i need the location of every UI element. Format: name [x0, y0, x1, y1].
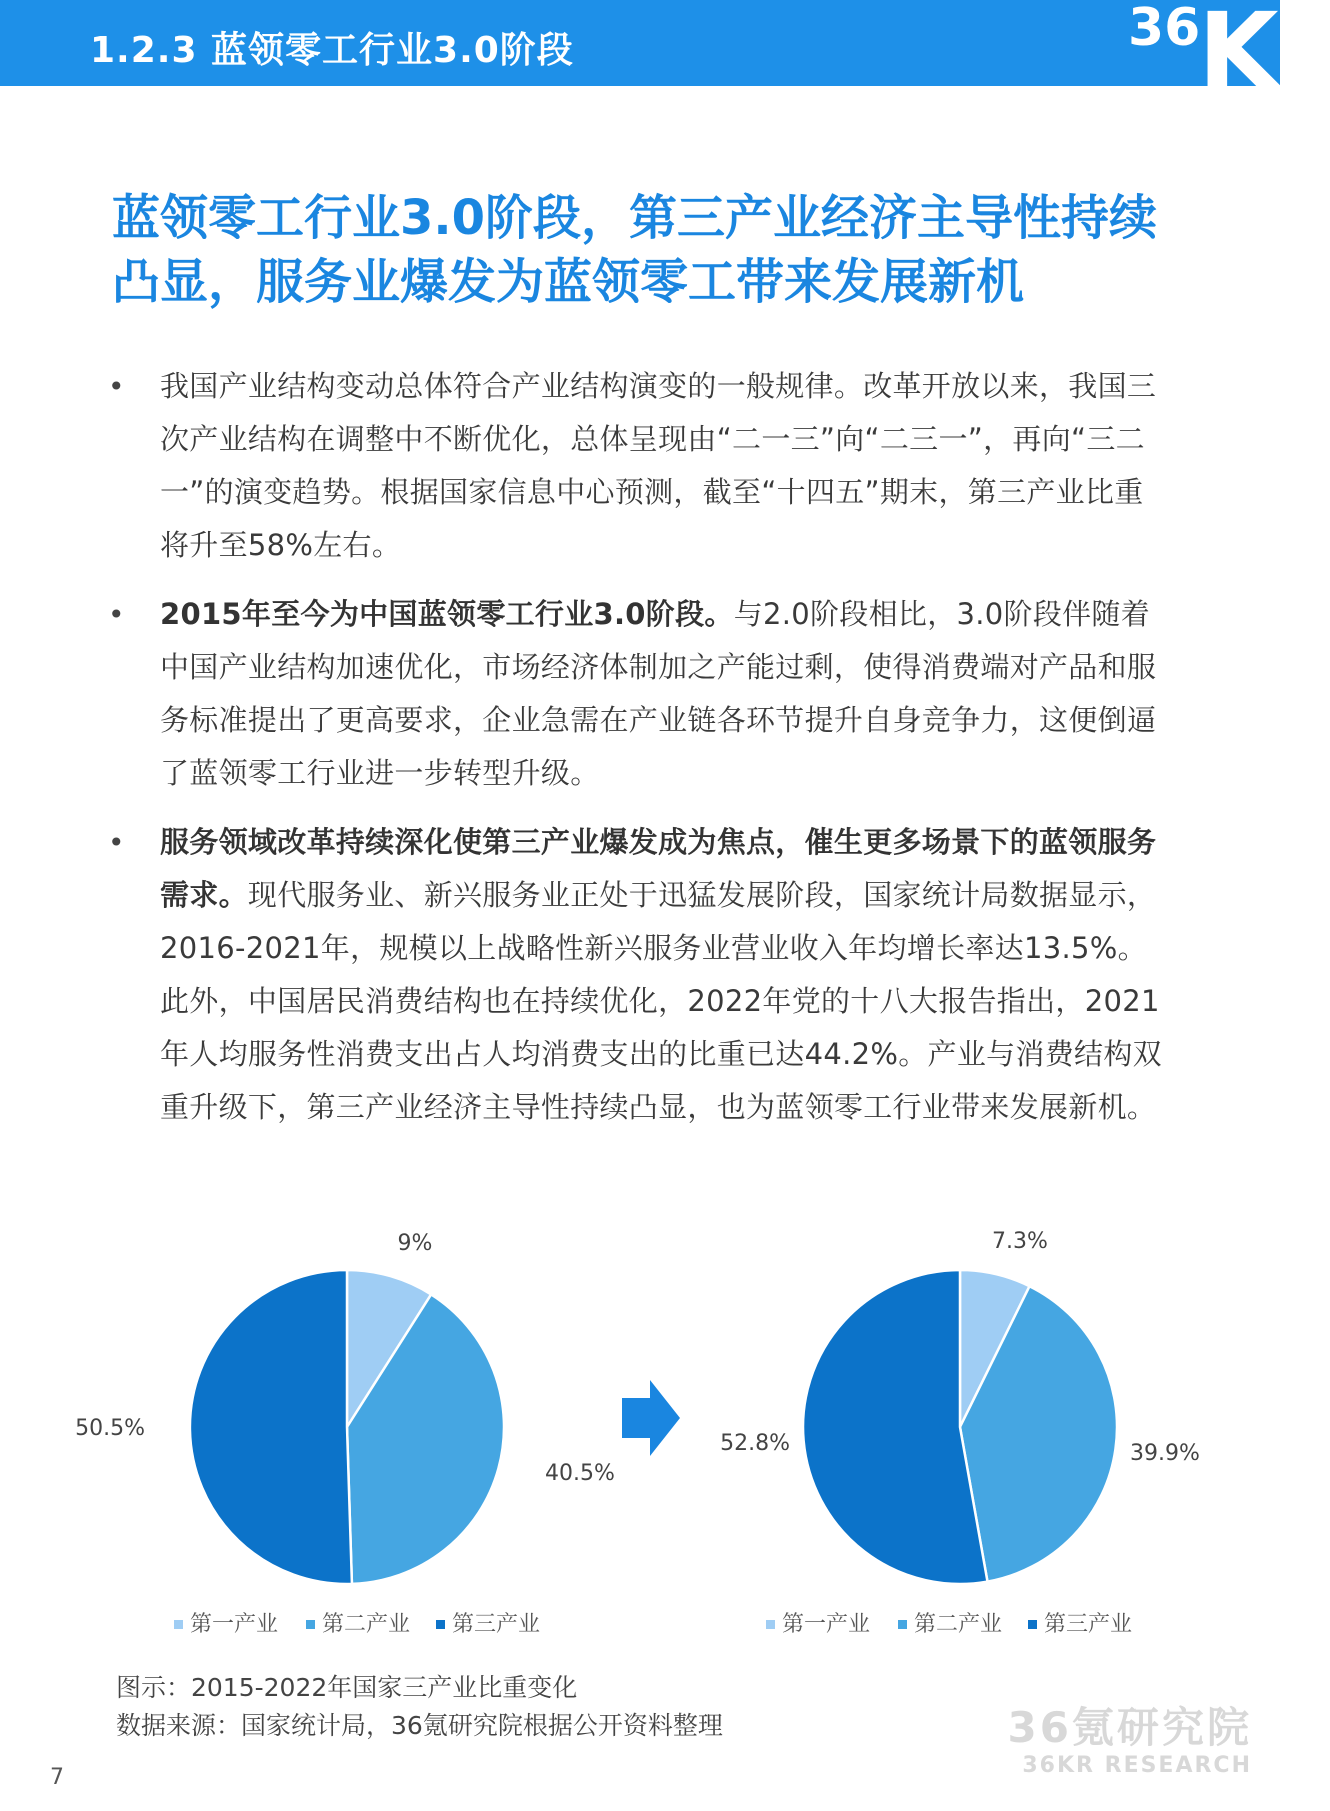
section-label: 1.2.3 蓝领零工行业3.0阶段 [90, 30, 574, 71]
bullet-paragraph [160, 816, 1168, 1134]
legend-label: 第三产业 [1044, 1612, 1133, 1637]
bullet-dot: • [108, 826, 125, 859]
legend-swatch [766, 1620, 775, 1629]
bullet-paragraph [160, 360, 1168, 572]
logo-digits: 36 [1128, 0, 1201, 58]
pie-slice-3 [803, 1270, 987, 1584]
legend-label: 第三产业 [452, 1612, 541, 1637]
bullet-body: 我国产业结构变动总体符合产业结构演变的一般规律。改革开放以来，我国三次产业结构在调整中不断优化，总体呈现由“二一三”向“二三一”，再向“三二一”的演变趋势。根据国家信息中心预测，截至“十四五”期末，第三产业比重将升至58%左右。 [160, 369, 1157, 562]
page-number: 7 [50, 1765, 64, 1790]
legend-label: 第二产业 [914, 1612, 1003, 1637]
page-headline: 蓝领零工行业3.0阶段，第三产业经济主导性持续凸显，服务业爆发为蓝领零工带来发展新机 [112, 190, 1158, 310]
header-bar [0, 0, 1330, 112]
data-label: 40.5% [545, 1461, 615, 1486]
legend-swatch [306, 1620, 315, 1629]
bullet-body: 与2.0阶段相比，3.0阶段伴随着中国产业结构加速优化，市场经济体制加之产能过剩，使得消费端对产品和服务标准提出了更高要求，企业急需在产业链各环节提升自身竞争力，这便倒逼了蓝领零工行业进一步转型升级。 [160, 597, 1157, 790]
bullet-dot: • [108, 370, 125, 403]
legend-2015 [174, 1612, 540, 1637]
bullet-item [108, 360, 1168, 572]
bullet-item [108, 588, 1168, 800]
bullet-dot: • [108, 598, 125, 631]
legend-label: 第二产业 [322, 1612, 411, 1637]
pie-chart-2015 [75, 1231, 615, 1584]
legend-swatch [174, 1620, 183, 1629]
bullet-list [108, 360, 1168, 1150]
bullet-bold-lead: 服务领域改革持续深化使第三产业爆发成为焦点，催生更多场景下的蓝领服务需求。 [160, 825, 1157, 912]
bullet-bold-lead: 2015年至今为中国蓝领零工行业3.0阶段。 [160, 597, 734, 631]
36kr-logo [1110, 0, 1330, 112]
right-arrow-icon [622, 1380, 680, 1456]
legend-label: 第一产业 [782, 1612, 871, 1637]
data-label: 52.8% [720, 1431, 790, 1456]
bullet-paragraph [160, 588, 1168, 800]
figure-caption: 图示：2015-2022年国家三产业比重变化 [116, 1673, 578, 1702]
data-label: 7.3% [992, 1229, 1048, 1254]
legend-label: 第一产业 [190, 1612, 279, 1637]
pie-slice-3 [190, 1270, 352, 1584]
data-label: 9% [397, 1231, 433, 1256]
bullet-body: 现代服务业、新兴服务业正处于迅猛发展阶段，国家统计局数据显示，2016-2021年，规模以上战略性新兴服务业营业收入年均增长率达13.5%。此外，中国居民消费结构也在持续优化，2022年党的十八大报告指出，2021年人均服务性消费支出占人均消费支出的比重已达44.2%。产业与消费结构双重升级下，第三产业经济主导性持续凸显，也为蓝领零工行业带来发展新机。 [160, 878, 1162, 1124]
data-label: 39.9% [1130, 1441, 1200, 1466]
legend-swatch [436, 1620, 445, 1629]
watermark-subtitle: 36KR RESEARCH [1022, 1753, 1252, 1778]
watermark [1008, 1703, 1252, 1779]
data-label: 50.5% [75, 1416, 145, 1441]
logo-letters: Kr [1198, 0, 1330, 112]
pie-chart-2022 [720, 1229, 1200, 1584]
figure-source: 数据来源：国家统计局，36氪研究院根据公开资料整理 [116, 1711, 723, 1740]
pie-charts-figure [0, 1215, 1280, 1655]
bullet-item [108, 816, 1168, 1134]
legend-swatch [1028, 1620, 1037, 1629]
legend-swatch [898, 1620, 907, 1629]
watermark-title: 36氪研究院 [1007, 1703, 1252, 1752]
legend-2022 [766, 1612, 1132, 1637]
